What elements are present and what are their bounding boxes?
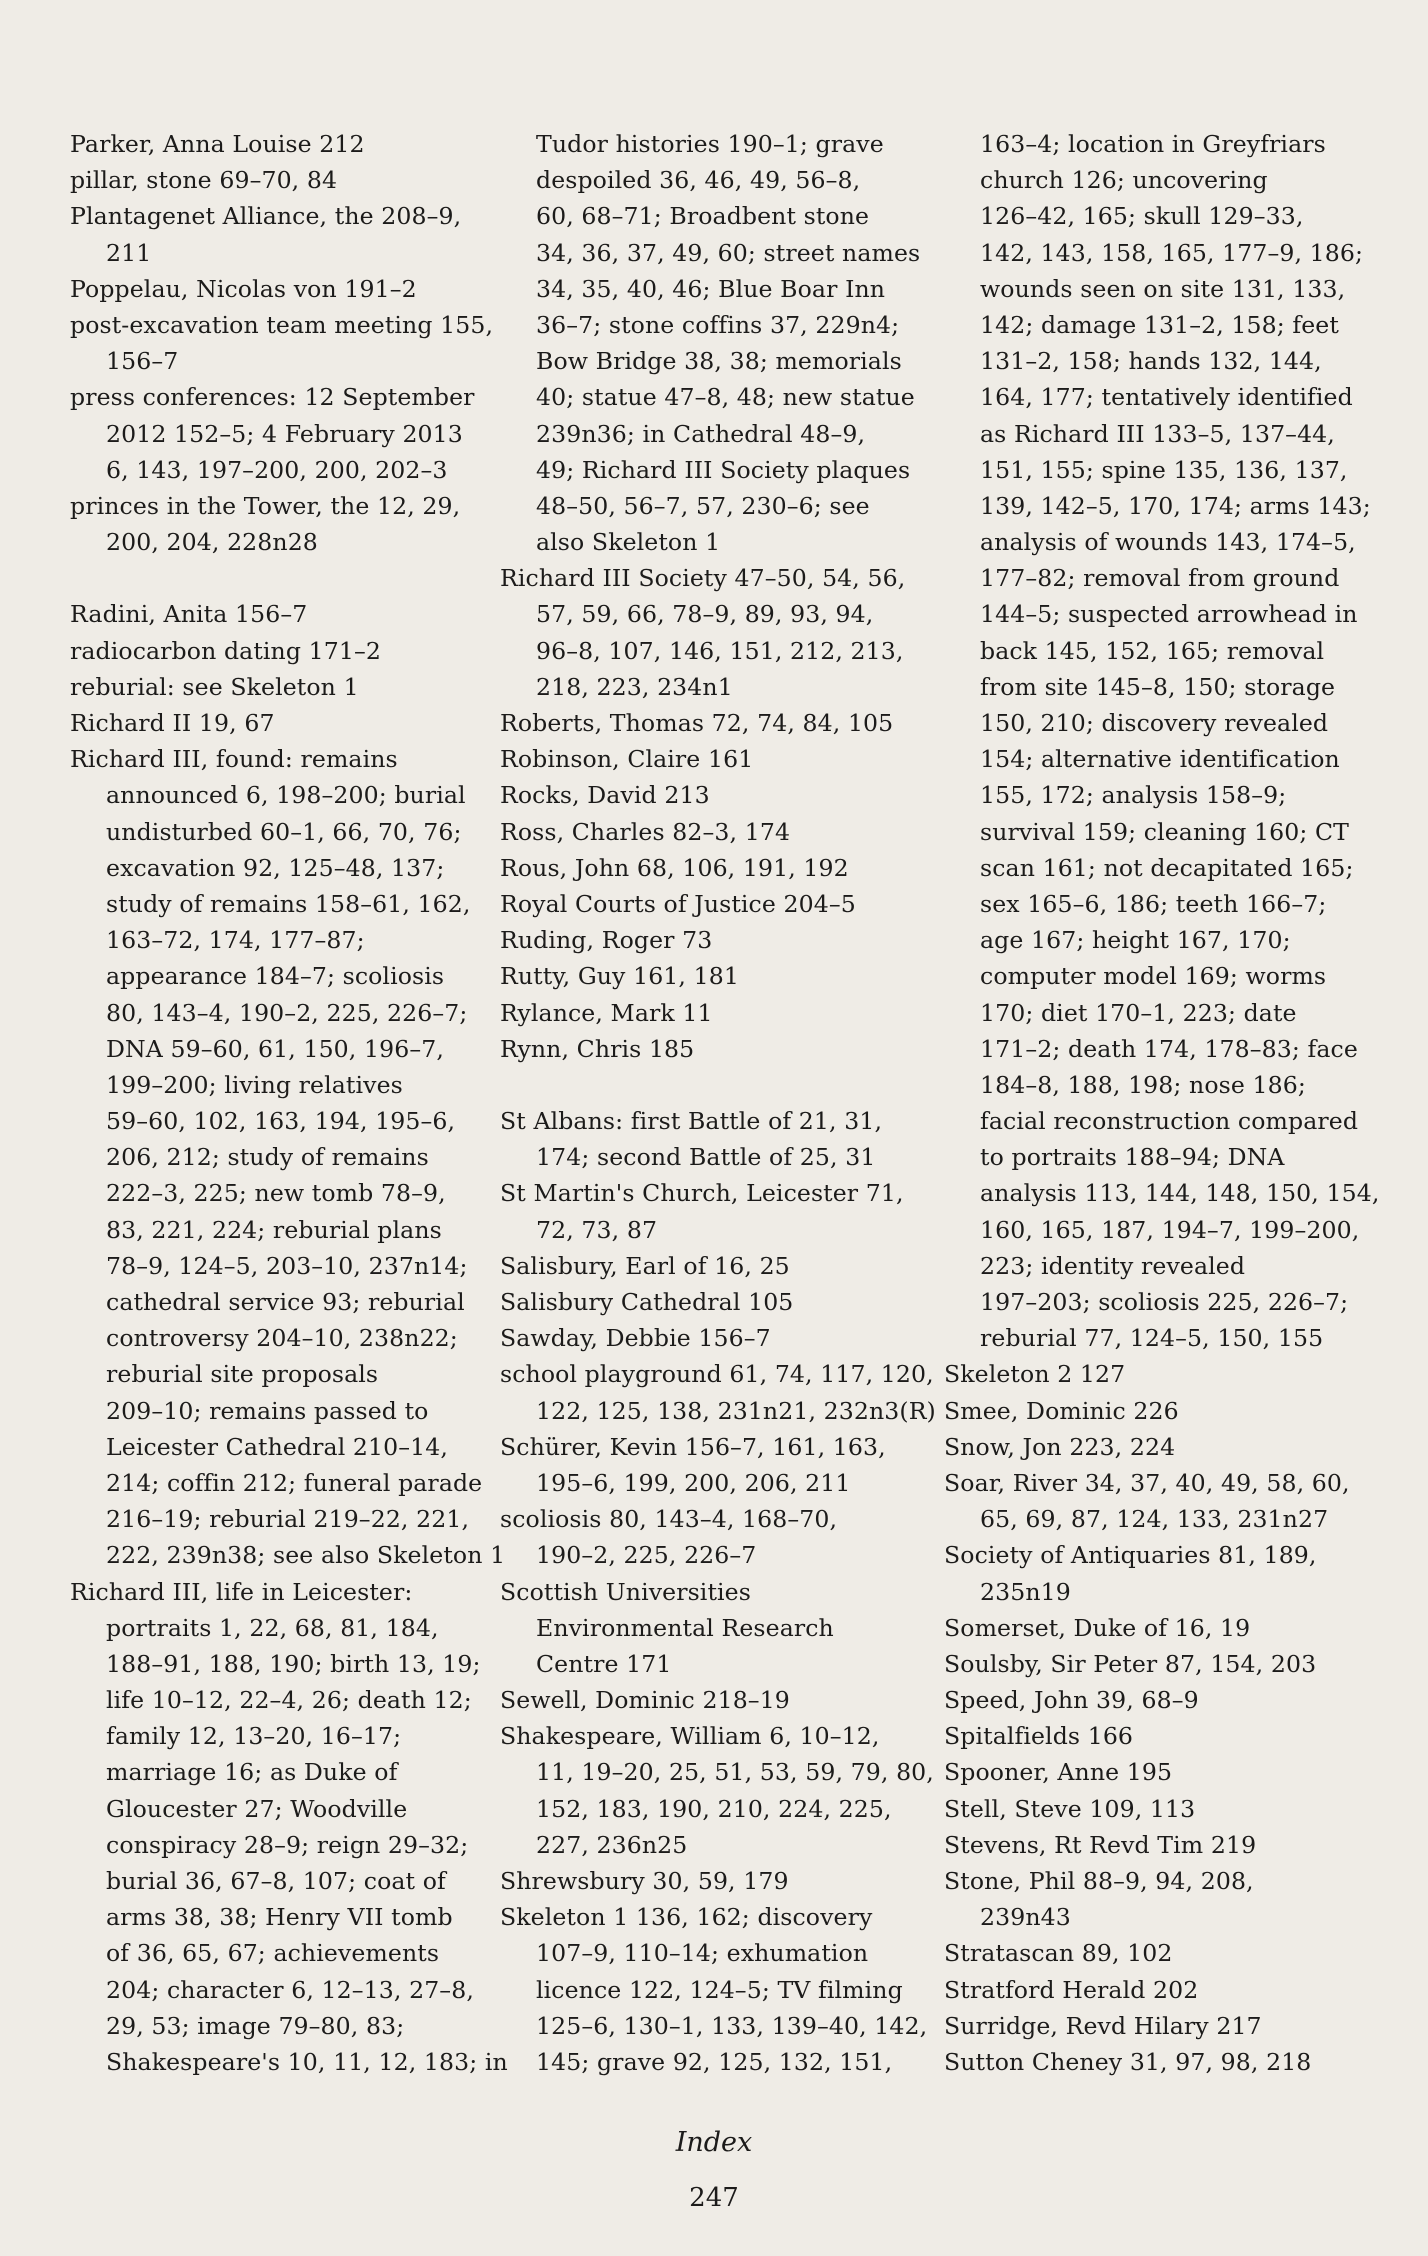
index-subentry-line: 107–9, 110–14; exhumation <box>536 1939 869 1968</box>
index-subentry-line: analysis 113, 144, 148, 150, 154, <box>980 1179 1380 1208</box>
index-subentry-line: 72, 73, 87 <box>536 1215 658 1244</box>
index-subentry-line: sex 165–6, 186; teeth 166–7; <box>980 889 1327 918</box>
index-subentry-line: to portraits 188–94; DNA <box>980 1143 1285 1172</box>
index-subentry-line: Gloucester 27; Woodville <box>106 1794 408 1823</box>
index-entry-line: Robinson, Claire 161 <box>500 745 754 774</box>
index-entry-line: princes in the Tower, the 12, 29, <box>70 491 461 520</box>
index-subentry-line: 142; damage 131–2, 158; feet <box>980 310 1339 339</box>
index-subentry-line: 48–50, 56–7, 57, 230–6; see <box>536 491 870 520</box>
index-entry-line: Roberts, Thomas 72, 74, 84, 105 <box>500 709 894 737</box>
index-entry-line: Rutty, Guy 161, 181 <box>500 962 739 991</box>
index-subentry-line: also Skeleton 1 <box>536 528 721 557</box>
index-entry-line: Spooner, Anne 195 <box>944 1758 1173 1787</box>
index-subentry-line: 78–9, 124–5, 203–10, 237n14; <box>106 1251 468 1280</box>
index-subentry-line: facial reconstruction compared <box>980 1107 1359 1136</box>
index-subentry-line: 163–72, 174, 177–87; <box>106 926 365 955</box>
index-subentry-line: from site 145–8, 150; storage <box>980 672 1336 701</box>
index-subentry-line: excavation 92, 125–48, 137; <box>106 853 445 882</box>
index-subentry-line: 216–19; reburial 219–22, 221, <box>106 1505 470 1534</box>
index-entry-line: Stratascan 89, 102 <box>944 1939 1173 1968</box>
index-subentry-line: 200, 204, 228n28 <box>106 528 318 557</box>
index-entry-line: Richard III, found: remains <box>70 745 398 774</box>
index-subentry-line: licence 122, 124–5; TV filming <box>536 1975 903 2004</box>
index-subentry-line: 222–3, 225; new tomb 78–9, <box>106 1179 446 1208</box>
index-entry-line: Spitalfields 166 <box>944 1722 1134 1751</box>
index-entry-line: Skeleton 2 127 <box>944 1360 1126 1389</box>
index-entry-line: Somerset, Duke of 16, 19 <box>944 1613 1251 1642</box>
index-entry-line: Society of Antiquaries 81, 189, <box>944 1541 1317 1570</box>
index-subentry-line: 122, 125, 138, 231n21, 232n3(R) <box>536 1396 936 1425</box>
index-column-middle <box>500 126 936 2080</box>
index-subentry-line: 57, 59, 66, 78–9, 89, 93, 94, <box>536 600 874 629</box>
index-subentry-line: 152, 183, 190, 210, 224, 225, <box>536 1794 892 1823</box>
index-subentry-line: 126–42, 165; skull 129–33, <box>980 202 1304 231</box>
index-subentry-line: scan 161; not decapitated 165; <box>980 853 1354 882</box>
index-entry-line: Parker, Anna Louise 212 <box>70 130 365 158</box>
index-subentry-line: Environmental Research <box>536 1613 834 1642</box>
index-subentry-line: 59–60, 102, 163, 194, 195–6, <box>106 1107 456 1136</box>
index-entry-line: Rynn, Chris 185 <box>500 1034 695 1063</box>
index-subentry-line: 142, 143, 158, 165, 177–9, 186; <box>980 238 1364 267</box>
page-number: 247 <box>689 2183 739 2213</box>
index-entry-line: Snow, Jon 223, 224 <box>944 1432 1176 1461</box>
index-subentry-line: 29, 53; image 79–80, 83; <box>106 2011 405 2040</box>
index-entry-line: Richard II 19, 67 <box>70 709 275 737</box>
index-entry-line: Rous, John 68, 106, 191, 192 <box>500 853 849 882</box>
index-subentry-line: 163–4; location in Greyfriars <box>980 130 1326 158</box>
index-column-right <box>944 126 1384 2080</box>
index-subentry-line: 170; diet 170–1, 223; date <box>980 998 1297 1027</box>
index-subentry-line: 155, 172; analysis 158–9; <box>980 781 1287 810</box>
index-subentry-line: 49; Richard III Society plaques <box>536 455 911 484</box>
index-subentry-line: 2012 152–5; 4 February 2013 <box>106 419 463 448</box>
index-entry-line: Stevens, Rt Revd Tim 219 <box>944 1830 1257 1859</box>
index-subentry-line: 139, 142–5, 170, 174; arms 143; <box>980 491 1371 520</box>
index-subentry-line: 199–200; living relatives <box>106 1070 403 1099</box>
index-subentry-line: 188–91, 188, 190; birth 13, 19; <box>106 1649 481 1678</box>
index-subentry-line: 177–82; removal from ground <box>980 564 1340 593</box>
index-entry-line: Sawday, Debbie 156–7 <box>500 1324 771 1353</box>
index-subentry-line: 223; identity revealed <box>980 1251 1246 1280</box>
index-entry-line: Rylance, Mark 11 <box>500 998 713 1027</box>
index-subentry-line: 235n19 <box>980 1577 1071 1606</box>
index-entry-line: Skeleton 1 136, 162; discovery <box>500 1903 873 1932</box>
index-entry-line: scoliosis 80, 143–4, 168–70, <box>500 1505 838 1534</box>
index-subentry-line: analysis of wounds 143, 174–5, <box>980 528 1356 557</box>
index-subentry-line: family 12, 13–20, 16–17; <box>106 1722 402 1751</box>
index-subentry-line: 195–6, 199, 200, 206, 211 <box>536 1468 851 1497</box>
index-subentry-line: arms 38, 38; Henry VII tomb <box>106 1903 453 1932</box>
index-subentry-line: reburial 77, 124–5, 150, 155 <box>980 1324 1324 1353</box>
index-entry-line: Shakespeare, William 6, 10–12, <box>500 1722 880 1751</box>
index-subentry-line: 239n43 <box>980 1903 1071 1932</box>
index-subentry-line: survival 159; cleaning 160; CT <box>980 817 1349 846</box>
index-subentry-line: Centre 171 <box>536 1649 672 1678</box>
index-subentry-line: 227, 236n25 <box>536 1830 688 1859</box>
index-subentry-line: Leicester Cathedral 210–14, <box>106 1432 448 1461</box>
index-subentry-line: as Richard III 133–5, 137–44, <box>980 419 1335 448</box>
index-entry-line: Sutton Cheney 31, 97, 98, 218 <box>944 2047 1312 2076</box>
index-subentry-line: 154; alternative identification <box>980 745 1340 774</box>
index-subentry-line: wounds seen on site 131, 133, <box>980 274 1346 303</box>
index-subentry-line: 206, 212; study of remains <box>106 1143 429 1172</box>
index-entry-line: Salisbury Cathedral 105 <box>500 1288 794 1316</box>
index-subentry-line: 174; second Battle of 25, 31 <box>536 1143 876 1172</box>
index-subentry-line: portraits 1, 22, 68, 81, 184, <box>106 1613 439 1642</box>
index-subentry-line: undisturbed 60–1, 66, 70, 76; <box>106 817 462 846</box>
index-subentry-line: 222, 239n38; see also Skeleton 1 <box>106 1541 506 1570</box>
index-subentry-line: reburial site proposals <box>106 1360 379 1389</box>
index-subentry-line: 80, 143–4, 190–2, 225, 226–7; <box>106 998 468 1027</box>
index-entry-line: Ross, Charles 82–3, 174 <box>500 817 791 846</box>
index-entry-line: Sewell, Dominic 218–19 <box>500 1686 790 1715</box>
index-subentry-line: 218, 223, 234n1 <box>536 672 733 701</box>
index-subentry-line: life 10–12, 22–4, 26; death 12; <box>106 1686 472 1715</box>
index-entry-line: radiocarbon dating 171–2 <box>70 636 381 665</box>
index-entry-line: Ruding, Roger 73 <box>500 926 713 955</box>
index-subentry-line: 164, 177; tentatively identified <box>980 383 1353 412</box>
index-subentry-line: computer model 169; worms <box>980 962 1327 991</box>
index-section-gap <box>70 560 490 596</box>
index-subentry-line: DNA 59–60, 61, 150, 196–7, <box>106 1034 444 1063</box>
index-subentry-line: 34, 35, 40, 46; Blue Boar Inn <box>536 274 886 303</box>
index-subentry-line: Tudor histories 190–1; grave <box>536 130 884 158</box>
index-subentry-line: appearance 184–7; scoliosis <box>106 962 445 991</box>
index-subentry-line: marriage 16; as Duke of <box>106 1758 398 1787</box>
index-subentry-line: 6, 143, 197–200, 200, 202–3 <box>106 455 448 484</box>
index-subentry-line: despoiled 36, 46, 49, 56–8, <box>536 166 861 195</box>
index-entry-line: Soulsby, Sir Peter 87, 154, 203 <box>944 1649 1317 1678</box>
index-entry-line: Radini, Anita 156–7 <box>70 600 308 629</box>
index-subentry-line: 184–8, 188, 198; nose 186; <box>980 1070 1306 1099</box>
index-entry-line: school playground 61, 74, 117, 120, <box>500 1360 934 1389</box>
index-subentry-line: 156–7 <box>106 347 179 376</box>
index-entry-line: Royal Courts of Justice 204–5 <box>500 889 856 918</box>
index-subentry-line: 204; character 6, 12–13, 27–8, <box>106 1975 474 2004</box>
index-subentry-line: controversy 204–10, 238n22; <box>106 1324 458 1353</box>
index-entry-line: Schürer, Kevin 156–7, 161, 163, <box>500 1432 886 1461</box>
index-subentry-line: 211 <box>106 238 152 267</box>
index-subentry-line: 40; statue 47–8, 48; new statue <box>536 383 915 412</box>
index-entry-line: Speed, John 39, 68–9 <box>944 1686 1199 1715</box>
index-entry-line: pillar, stone 69–70, 84 <box>70 166 338 195</box>
index-subentry-line: 190–2, 225, 226–7 <box>536 1541 757 1570</box>
index-entry-line: Plantagenet Alliance, the 208–9, <box>70 202 462 231</box>
index-subentry-line: 214; coffin 212; funeral parade <box>106 1468 483 1497</box>
index-subentry-line: 36–7; stone coffins 37, 229n4; <box>536 310 900 339</box>
index-entry-line: Salisbury, Earl of 16, 25 <box>500 1251 790 1280</box>
index-entry-line: reburial: see Skeleton 1 <box>70 672 359 701</box>
index-subentry-line: of 36, 65, 67; achievements <box>106 1939 440 1968</box>
index-subentry-line: 209–10; remains passed to <box>106 1396 429 1425</box>
index-entry-line: press conferences: 12 September <box>70 383 475 412</box>
index-subentry-line: 83, 221, 224; reburial plans <box>106 1215 442 1244</box>
index-subentry-line: back 145, 152, 165; removal <box>980 636 1325 665</box>
index-subentry-line: study of remains 158–61, 162, <box>106 889 471 918</box>
index-subentry-line: 11, 19–20, 25, 51, 53, 59, 79, 80, <box>536 1758 934 1787</box>
index-subentry-line: 197–203; scoliosis 225, 226–7; <box>980 1288 1349 1316</box>
index-subentry-line: Shakespeare's 10, 11, 12, 183; in <box>106 2047 508 2076</box>
index-subentry-line: cathedral service 93; reburial <box>106 1288 465 1316</box>
index-entry-line: Rocks, David 213 <box>500 781 710 810</box>
index-entry-line: Richard III, life in Leicester: <box>70 1577 413 1606</box>
index-subentry-line: 34, 36, 37, 49, 60; street names <box>536 238 921 267</box>
index-entry-line: St Martin's Church, Leicester 71, <box>500 1179 904 1208</box>
index-entry-line: post-excavation team meeting 155, <box>70 310 494 339</box>
index-entry-line: Richard III Society 47–50, 54, 56, <box>500 564 906 593</box>
index-subentry-line: church 126; uncovering <box>980 166 1268 195</box>
index-entry-line: Stell, Steve 109, 113 <box>944 1794 1196 1823</box>
index-subentry-line: 160, 165, 187, 194–7, 199–200, <box>980 1215 1360 1244</box>
index-subentry-line: 144–5; suspected arrowhead in <box>980 600 1358 629</box>
index-entry-line: Stratford Herald 202 <box>944 1975 1199 2004</box>
index-subentry-line: age 167; height 167, 170; <box>980 926 1291 955</box>
index-subentry-line: announced 6, 198–200; burial <box>106 781 466 810</box>
index-subentry-line: 65, 69, 87, 124, 133, 231n27 <box>980 1505 1329 1534</box>
index-entry-line: Smee, Dominic 226 <box>944 1396 1179 1425</box>
index-subentry-line: burial 36, 67–8, 107; coat of <box>106 1867 446 1895</box>
index-subentry-line: 239n36; in Cathedral 48–9, <box>536 419 866 448</box>
index-subentry-line: 150, 210; discovery revealed <box>980 709 1329 737</box>
index-subentry-line: Bow Bridge 38, 38; memorials <box>536 347 902 376</box>
index-subentry-line: conspiracy 28–9; reign 29–32; <box>106 1830 469 1859</box>
index-subentry-line: 96–8, 107, 146, 151, 212, 213, <box>536 636 904 665</box>
index-subentry-line: 151, 155; spine 135, 136, 137, <box>980 455 1348 484</box>
index-subentry-line: 131–2, 158; hands 132, 144, <box>980 347 1322 376</box>
index-entry-line: Scottish Universities <box>500 1577 751 1606</box>
index-entry-line: Poppelau, Nicolas von 191–2 <box>70 274 417 303</box>
index-entry-line: Shrewsbury 30, 59, 179 <box>500 1867 789 1895</box>
index-subentry-line: 171–2; death 174, 178–83; face <box>980 1034 1358 1063</box>
index-subentry-line: 60, 68–71; Broadbent stone <box>536 202 870 231</box>
index-entry-line: St Albans: first Battle of 21, 31, <box>500 1107 883 1136</box>
index-subentry-line: 125–6, 130–1, 133, 139–40, 142, <box>536 2011 928 2040</box>
index-section-gap <box>500 1067 920 1103</box>
index-entry-line: Surridge, Revd Hilary 217 <box>944 2011 1262 2040</box>
running-footer-title: Index <box>675 2127 753 2158</box>
index-column-left <box>70 126 508 2080</box>
index-subentry-line: 145; grave 92, 125, 132, 151, <box>536 2047 893 2076</box>
index-entry-line: Stone, Phil 88–9, 94, 208, <box>944 1867 1254 1895</box>
index-entry-line: Soar, River 34, 37, 40, 49, 58, 60, <box>944 1468 1350 1497</box>
